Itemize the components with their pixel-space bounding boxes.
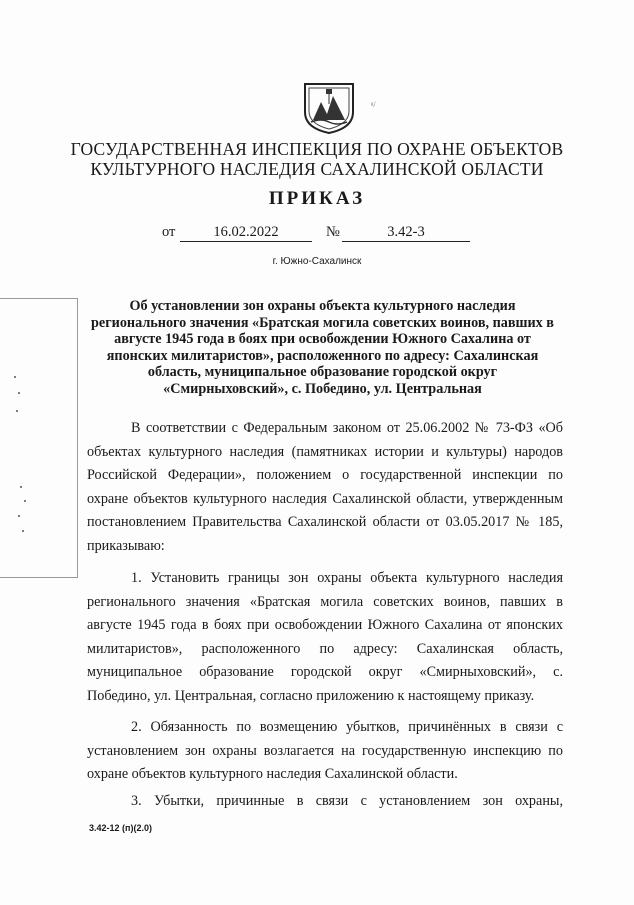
text-line: установлением зон охраны возлагается на государственную инспекцию по bbox=[87, 742, 563, 759]
scan-speck bbox=[24, 500, 26, 502]
scan-speck bbox=[22, 530, 24, 532]
subject-line: Об установлении зон охраны объекта культурного наследия bbox=[129, 298, 516, 314]
agency-name-line1: ГОСУДАРСТВЕННАЯ ИНСПЕКЦИЯ ПО ОХРАНЕ ОБЪЕКТОВ bbox=[70, 139, 564, 159]
text-line: 1. Установить границы зон охраны объекта культурного наследия bbox=[131, 570, 563, 586]
order-subject bbox=[85, 298, 560, 398]
scan-speck bbox=[18, 515, 20, 517]
city-label: г. Южно-Сахалинск bbox=[272, 256, 362, 267]
sakhalin-coat-of-arms-icon bbox=[301, 82, 357, 134]
scan-speck bbox=[20, 486, 22, 488]
scan-speck bbox=[18, 392, 20, 394]
text-line: охране объектов культурного наследия Сахалинской области, утвержденным bbox=[87, 490, 563, 507]
text-line: милитаристов», расположенного по адресу: Сахалинская область, bbox=[87, 640, 563, 657]
text-line: постановлением Правительства Сахалинской области от 03.05.2017 № 185, bbox=[87, 514, 563, 531]
scan-speck bbox=[16, 410, 18, 412]
text-line: приказываю: bbox=[87, 537, 165, 554]
text-line: регионального значения «Братская могила советских воинов, павших в bbox=[87, 593, 563, 610]
text-line: Российской Федерации», положением о государственной инспекции по bbox=[87, 467, 563, 484]
number-prefix: № bbox=[326, 224, 340, 240]
subject-line: августе 1945 года в боях при освобождении Южного Сахалина от bbox=[114, 331, 531, 348]
subject-line: регионального значения «Братская могила советских воинов, павших в bbox=[91, 314, 554, 331]
text-line: 3. Убытки, причинные в связи с установлением зон охраны, bbox=[131, 793, 563, 809]
text-line: августе 1945 года в боях при освобождении Южного Сахалина от японских bbox=[87, 617, 563, 634]
text-line: объектах культурного наследия (памятниках истории и культуры) народов bbox=[87, 443, 563, 460]
item-1-paragraph bbox=[87, 567, 563, 709]
text-line: муниципальное образование городской округ «Смирныховский», с. bbox=[87, 664, 563, 681]
form-code: 3.42-12 (п)(2.0) bbox=[89, 823, 152, 833]
text-line: Победино, ул. Центральная, согласно приложению к настоящему приказу. bbox=[87, 687, 535, 704]
order-title: ПРИКАЗ bbox=[268, 188, 366, 209]
text-line: 2. Обязанность по возмещению убытков, причинённых в связи с bbox=[131, 719, 563, 735]
subject-line: область, муниципальное образование городской округ bbox=[147, 364, 498, 381]
pen-mark: ᵍ/ bbox=[371, 100, 376, 109]
subject-line: японских милитаристов», расположенного по адресу: Сахалинская bbox=[106, 347, 539, 364]
subject-line: «Смирныховский», с. Победино, ул. Центральная bbox=[163, 380, 482, 397]
intro-paragraph bbox=[87, 417, 563, 559]
text-line: В соответствии с Федеральным законом от 25.06.2002 № 73-ФЗ «Об bbox=[131, 420, 563, 436]
left-margin-stamp-frame bbox=[0, 298, 78, 578]
order-number: 3.42-3 bbox=[342, 224, 470, 242]
scan-speck bbox=[14, 376, 16, 378]
text-line: охране объектов культурного наследия Сахалинской области. bbox=[87, 766, 458, 783]
agency-name-line2: КУЛЬТУРНОГО НАСЛЕДИЯ САХАЛИНСКОЙ ОБЛАСТИ bbox=[90, 159, 544, 179]
order-date: 16.02.2022 bbox=[180, 224, 312, 242]
item-2-paragraph bbox=[87, 716, 563, 787]
date-prefix: от bbox=[162, 224, 176, 240]
item-3-paragraph bbox=[87, 790, 563, 814]
